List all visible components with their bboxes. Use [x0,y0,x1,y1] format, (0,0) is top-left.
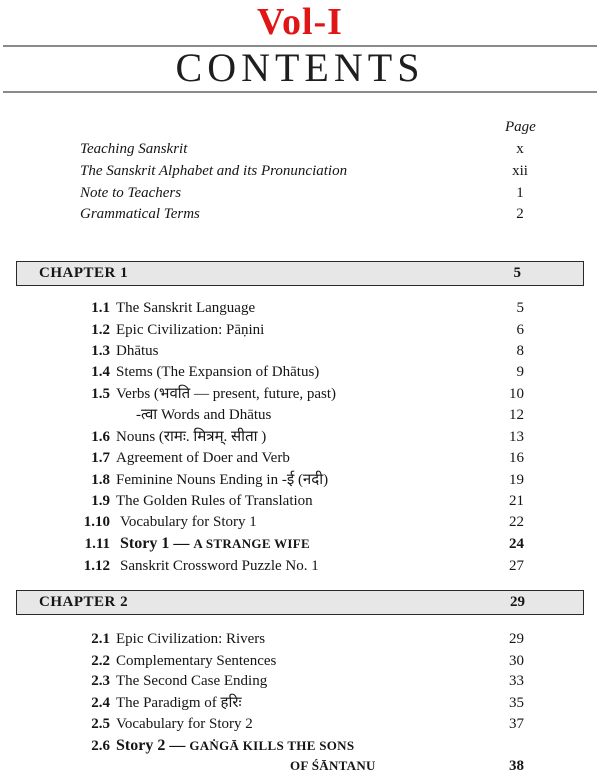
story-prefix: Story 2 — [116,737,190,754]
entry-number: 1.12 [83,558,110,574]
entry-title: Epic Civilization: Rivers [116,631,266,647]
entry-page: 35 [509,695,524,711]
entry-title: The Golden Rules of Translation [116,493,313,509]
entry-page: 8 [516,343,524,359]
toc-entry [0,714,600,734]
page-title: CONTENTS [175,45,425,90]
entry-page: 24 [509,536,524,552]
entry-title: Vocabulary for Story 2 [116,716,253,732]
front-matter-title: Note to Teachers [80,185,182,201]
chapter-label: CHAPTER 1 [39,265,129,281]
chapter-2-header [16,590,584,615]
entry-number: 2.2 [91,653,110,669]
entry-number: 2.4 [91,695,110,711]
entry-page: 30 [509,653,524,669]
entry-page: 29 [509,631,524,647]
toc-entry [0,448,600,468]
entry-number: 1.1 [91,300,110,316]
front-matter-title: Teaching Sanskrit [80,141,188,157]
entry-page: 37 [509,716,524,732]
front-matter-title: Grammatical Terms [80,206,200,222]
entry-number: 1.8 [91,472,110,488]
entry-title: -त्वा Words and Dhātus [136,407,272,423]
entry-page: 16 [509,450,524,466]
entry-title: Agreement of Doer and Verb [116,450,290,466]
toc-entry-story [0,534,600,554]
entry-page: 10 [509,386,524,402]
chapter-page: 5 [513,265,521,281]
entry-page: 9 [516,364,524,380]
entry-number: 1.11 [84,536,110,552]
entry-number: 1.2 [91,322,110,338]
page-column-heading: Page [505,119,536,135]
toc-entry [0,470,600,490]
toc-entry [0,405,600,425]
story-name: GAṄGĀ KILLS THE SONS [189,738,355,753]
toc-entry [0,651,600,671]
entry-number: 2.5 [91,716,110,732]
volume-label: Vol-I [257,1,343,43]
entry-title: The Paradigm of हरिः [116,695,242,711]
entry-number: 1.10 [83,514,110,530]
entry-number: 1.9 [91,493,110,509]
entry-title: Stems (The Expansion of Dhātus) [116,364,320,380]
entry-title [116,736,354,756]
story-name: A STRANGE WIFE [193,536,310,551]
entry-page: 19 [509,472,524,488]
entry-page: 13 [509,429,524,445]
toc-entry-story [0,736,600,756]
entry-page: 6 [516,322,524,338]
entry-title: Sanskrit Crossword Puzzle No. 1 [120,558,319,574]
entry-number: 1.5 [91,386,110,402]
entry-page: 12 [509,407,524,423]
entry-page: 5 [516,300,524,316]
toc-entry [0,693,600,713]
entry-number: 2.1 [91,631,110,647]
front-matter-page: 2 [516,206,524,222]
entry-page: 38 [509,758,524,774]
toc-entry [0,671,600,691]
entry-page: 33 [509,673,524,689]
entry-page: 22 [509,514,524,530]
toc-entry [0,320,600,340]
chapter-page: 29 [510,594,525,610]
toc-entry [0,341,600,361]
header-rule-bottom [3,91,597,93]
toc-entry [0,298,600,318]
toc-entry [0,362,600,382]
entry-title [120,534,310,554]
chapter-label: CHAPTER 2 [39,594,129,610]
entry-page: 21 [509,493,524,509]
entry-page: 27 [509,558,524,574]
entry-title: The Sanskrit Language [116,300,256,316]
toc-entry [0,491,600,511]
entry-title-continuation: OF ŚĀNTANU [290,758,376,773]
entry-number: 1.7 [91,450,110,466]
chapter-1-header [16,261,584,286]
front-matter-page: x [516,141,524,157]
entry-title: Verbs (भवति — present, future, past) [116,386,337,402]
entry-title: Epic Civilization: Pāṇini [116,322,265,338]
front-matter-page: 1 [516,185,524,201]
entry-title: Nouns (रामः. मित्रम्. सीता ) [116,429,267,445]
entry-title: Feminine Nouns Ending in -ई (नदी) [116,472,329,488]
entry-number: 2.3 [91,673,110,689]
entry-title: Dhātus [116,343,159,359]
entry-number: 2.6 [91,738,110,754]
entry-title: Vocabulary for Story 1 [120,514,257,530]
entry-number: 1.3 [91,343,110,359]
front-matter-title: The Sanskrit Alphabet and its Pronunciation [80,163,348,179]
entry-title: The Second Case Ending [116,673,268,689]
entry-number: 1.6 [91,429,110,445]
entry-title: Complementary Sentences [116,653,277,669]
toc-entry [0,384,600,404]
entry-number: 1.4 [91,364,110,380]
toc-entry [0,629,600,649]
toc-entry [0,512,600,532]
story-prefix: Story 1 — [120,535,194,552]
toc-entry [0,427,600,447]
toc-entry [0,556,600,576]
toc-entry-continuation [0,756,600,776]
front-matter-page: xii [512,163,528,179]
